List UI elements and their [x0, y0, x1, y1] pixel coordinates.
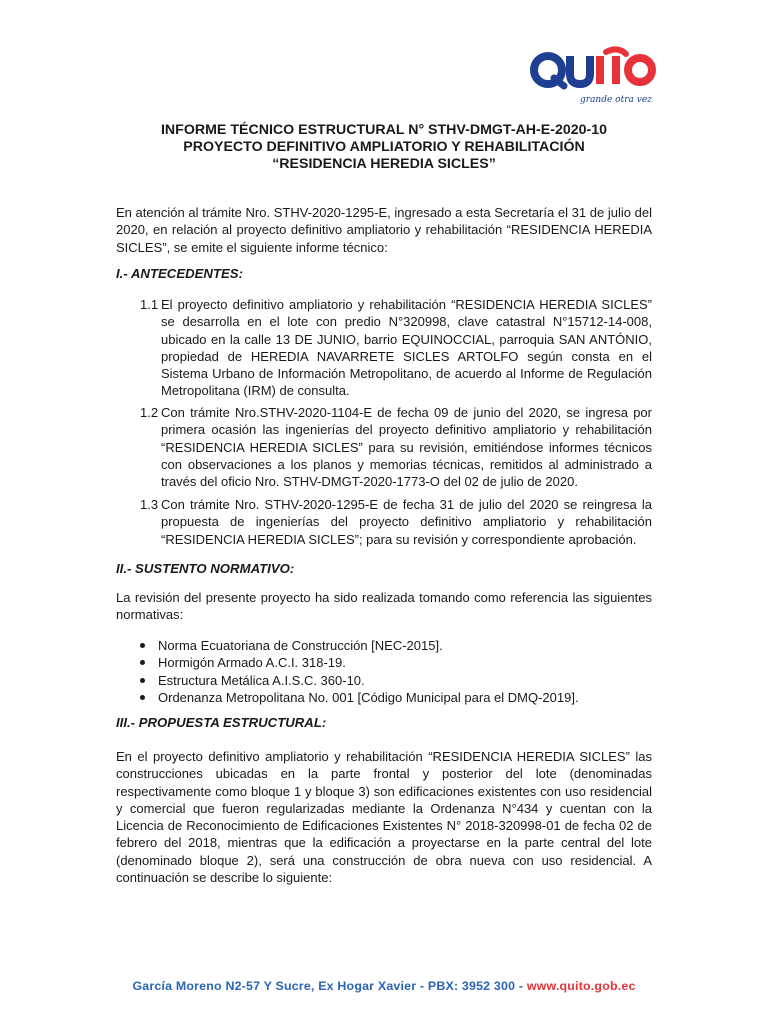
title-line-1: INFORME TÉCNICO ESTRUCTURAL N° STHV-DMGT-AH-E-2020-10: [160, 122, 608, 138]
quito-logo: [530, 44, 660, 110]
item-text: El proyecto definitivo ampliatorio y rehabilitación “RESIDENCIA HEREDIA SICLES” se desarrolla en el lote con predio N°320998, clave catastral N°15712-14-008, ubicado en la calle 13 DE JUNIO, barrio EQUINOCCIAL, parroquia SAN ANTÓNIO, propiedad de HEREDIA NAVARRETE SICLES ARTOLFO según consta en el Sistema Urbano de Información Metropolitano, de acuerdo al Informe de Regulación Metropolitana (IRM) de consulta.: [161, 297, 652, 399]
bullet-text: Norma Ecuatoriana de Construcción [NEC-2015].: [158, 638, 443, 653]
item-text: Con trámite Nro. STHV-2020-1295-E de fecha 31 de julio del 2020 se reingresa la propuesta de ingenierías del proyecto definitivo ampliatorio y rehabilitación “RESIDENCIA HEREDIA SICLES”; para su revisión y correspondiente aprobación.: [161, 497, 652, 547]
bullet-icon: [140, 695, 145, 700]
list-item-1-3: [140, 496, 652, 548]
normativo-paragraph: La revisión del presente proyecto ha sido realizada tomando como referencia las siguientes normativas:: [116, 590, 652, 623]
document-title: [0, 122, 768, 173]
footer-address: García Moreno N2-57 Y Sucre, Ex Hogar Xavier - PBX: 3952 300 -: [132, 979, 527, 993]
list-item: [140, 689, 579, 706]
norms-list: [140, 637, 579, 707]
bullet-icon: [140, 678, 145, 683]
list-item-1-1: [140, 296, 652, 400]
section-heading-sustento: II.- SUSTENTO NORMATIVO:: [116, 561, 295, 576]
section-heading-antecedentes: I.- ANTECEDENTES:: [116, 266, 243, 281]
list-item: [140, 672, 579, 689]
page-footer: [0, 979, 768, 993]
intro-paragraph: En atención al trámite Nro. STHV-2020-1295-E, ingresado a esta Secretaría el 31 de julio del 2020, en relación al proyecto definitivo ampliatorio y rehabilitación “RESIDENCIA HEREDIA SICLES”, se emite el siguiente informe técnico:: [116, 205, 652, 255]
logo-tagline: grande otra vez: [580, 95, 652, 105]
title-line-2: PROYECTO DEFINITIVO AMPLIATORIO Y REHABILITACIÓN: [183, 139, 585, 155]
item-text: Con trámite Nro.STHV-2020-1104-E de fecha 09 de junio del 2020, se ingresa por primera ocasión las ingenierías del proyecto definitivo ampliatorio y rehabilitación “RESIDENCIA HEREDIA SICLES” para su revisión, emitiéndose informes técnicos con observaciones a los planos y memorias técnicas, remitidos al administrado a través del oficio Nro. STHV-DMGT-2020-1773-O del 02 de julio de 2020.: [161, 405, 652, 490]
section-heading-propuesta: III.- PROPUESTA ESTRUCTURAL:: [116, 715, 327, 730]
footer-website-link[interactable]: www.quito.gob.ec: [526, 979, 636, 993]
bullet-icon: [140, 660, 145, 665]
item-number: 1.1: [140, 297, 159, 312]
list-item-1-2: [140, 404, 652, 490]
propuesta-paragraph: En el proyecto definitivo ampliatorio y rehabilitación “RESIDENCIA HEREDIA SICLES” las construcciones ubicadas en la parte frontal y posterior del lote (denominadas respectivamente como bloque 1 y bloque 3) son edificaciones existentes con uso residencial y comercial que fueron regularizadas mediante la Ordenanza N°434 y cuentan con la Licencia de Reconocimiento de Edificaciones Existentes N° 2018-320998-01 de fecha 02 de febrero del 2018, mientras que la edificación a proyectarse en la parte central del lote (denominado bloque 2), será una construcción de obra nueva con uso residencial. A continuación se describe lo siguiente:: [116, 749, 652, 886]
bullet-icon: [140, 643, 145, 648]
bullet-text: Hormigón Armado A.C.I. 318-19.: [158, 655, 346, 671]
item-number: 1.2: [140, 405, 159, 420]
bullet-text: Ordenanza Metropolitana No. 001 [Código Municipal para el DMQ-2019].: [158, 690, 579, 706]
bullet-text: Estructura Metálica A.I.S.C. 360-10.: [158, 672, 365, 688]
title-line-3: “RESIDENCIA HEREDIA SICLES”: [272, 156, 496, 172]
list-item: [140, 654, 579, 671]
item-number: 1.3: [140, 497, 159, 512]
list-item: [140, 637, 579, 654]
